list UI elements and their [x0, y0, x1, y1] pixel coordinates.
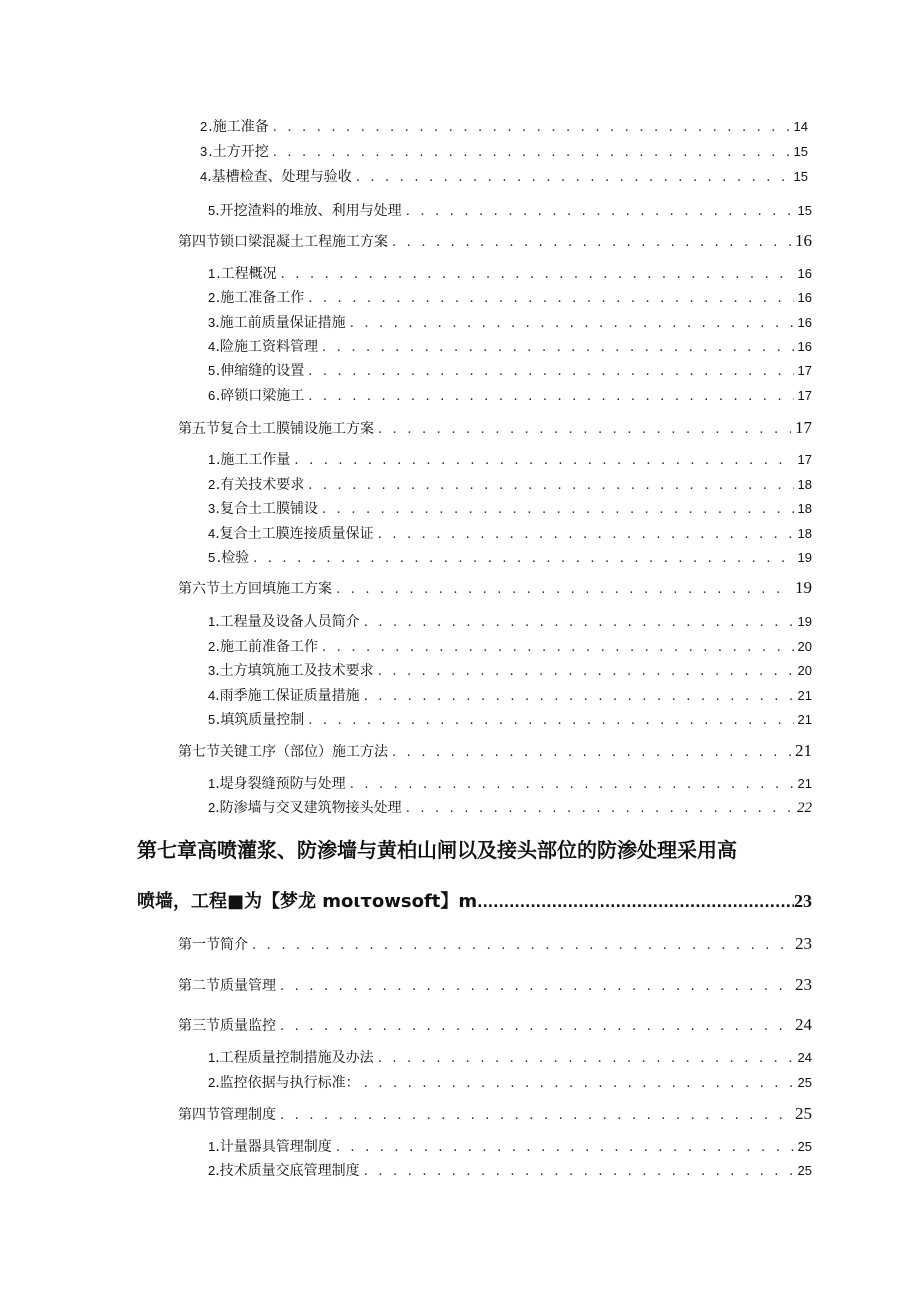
- toc-item[interactable]: [208, 449, 812, 469]
- item-number: 3: [208, 315, 216, 330]
- dot-leader: [273, 120, 790, 135]
- item-page: 25: [797, 1163, 812, 1178]
- toc-item[interactable]: [208, 1072, 812, 1092]
- dot-leader: [308, 389, 793, 404]
- dot-leader: [364, 689, 794, 704]
- item-page: 25: [797, 1075, 812, 1090]
- chapter-title[interactable]: 第七章高喷灌浆、防渗墙与黄柏山闸以及接头部位的防渗处理采用高: [137, 838, 737, 862]
- item-number: 4: [208, 688, 216, 703]
- item-number: 3: [200, 144, 208, 159]
- toc-item[interactable]: [208, 685, 812, 705]
- item-number: 5: [208, 363, 216, 378]
- toc-section[interactable]: [178, 934, 812, 954]
- dot-leader: [350, 316, 794, 331]
- dot-leader: [350, 777, 794, 792]
- item-number: 3: [208, 663, 216, 678]
- item-page: 14: [793, 119, 808, 134]
- dot-leader: [308, 478, 793, 493]
- item-page: 18: [797, 526, 812, 541]
- dot-leader: [336, 582, 791, 597]
- dot-leader: [378, 422, 791, 437]
- item-number: 2: [208, 477, 216, 492]
- item-title: .施工前质量保证措施: [215, 315, 346, 331]
- toc-section[interactable]: [178, 1104, 812, 1124]
- dot-leader: [294, 453, 793, 468]
- section-page: 25: [795, 1104, 812, 1123]
- item-title: .工程概况: [216, 266, 277, 282]
- item-number: 6: [208, 388, 216, 403]
- section-page: 21: [795, 741, 812, 760]
- toc-section[interactable]: [178, 975, 812, 995]
- section-page: 16: [795, 231, 812, 250]
- section-page: 23: [795, 975, 812, 994]
- toc-item[interactable]: [208, 312, 812, 332]
- toc-item[interactable]: [208, 797, 812, 817]
- item-page: 18: [797, 477, 812, 492]
- item-number: 1: [208, 1139, 216, 1154]
- item-page: 22: [797, 800, 812, 816]
- toc-item[interactable]: [208, 200, 812, 220]
- toc-item[interactable]: [208, 474, 812, 494]
- toc-item[interactable]: [208, 385, 812, 405]
- dot-leader: [364, 1164, 794, 1179]
- item-title: .技术质量交底管理制度: [215, 1163, 360, 1179]
- dot-leader: [378, 527, 794, 542]
- item-page: 16: [797, 266, 812, 281]
- item-page: 19: [797, 614, 812, 629]
- section-title: 第一节简介: [178, 937, 248, 953]
- item-page: 20: [797, 663, 812, 678]
- item-number: 3: [208, 501, 216, 516]
- item-title: .工程量及设备人员简介: [215, 614, 360, 630]
- item-page: 18: [797, 501, 812, 516]
- item-number: 2: [208, 800, 216, 815]
- dot-leader: [253, 551, 793, 566]
- item-number: 2: [208, 1075, 216, 1090]
- section-title: 第四节锁口梁混凝土工程施工方案: [178, 234, 388, 250]
- dot-leader: [322, 340, 794, 355]
- item-title: .填筑质量控制: [215, 712, 305, 728]
- item-number: 1: [208, 266, 216, 281]
- toc-item[interactable]: [200, 141, 808, 161]
- section-page: 17: [795, 418, 812, 437]
- item-page: 21: [797, 712, 812, 727]
- item-number: 1: [208, 614, 216, 629]
- section-title: 第四节管理制度: [178, 1107, 276, 1123]
- item-title: .复合土工膜连接质量保证: [215, 526, 374, 542]
- item-title: .检验: [216, 550, 250, 566]
- item-number: 4: [208, 526, 216, 541]
- dot-leader: [308, 713, 793, 728]
- toc-item[interactable]: [208, 336, 812, 356]
- item-title: .开挖渣料的堆放、利用与处理: [215, 203, 402, 219]
- dot-leader: [273, 145, 790, 160]
- toc-item[interactable]: [208, 1136, 812, 1156]
- dot-leader: [322, 502, 794, 517]
- item-title: .工程质量控制措施及办法: [215, 1050, 374, 1066]
- dot-leader: [364, 615, 794, 630]
- dot-leader: [280, 979, 791, 994]
- item-title: .施工前准备工作: [215, 639, 318, 655]
- section-title: 第五节复合土工膜铺设施工方案: [178, 421, 374, 437]
- item-page: 17: [797, 452, 812, 467]
- dot-leader: [308, 291, 793, 306]
- toc-item[interactable]: [208, 660, 812, 680]
- toc-item[interactable]: [208, 360, 812, 380]
- dot-leader: [477, 895, 794, 911]
- dot-leader: [406, 204, 794, 219]
- item-page: 17: [797, 363, 812, 378]
- item-title: .基槽检查、处理与验收: [207, 169, 352, 185]
- chapter-title-line2: 喷墙，工程■为【梦龙 moιτowsoft】m: [137, 891, 478, 912]
- item-page: 25: [797, 1139, 812, 1154]
- section-title: 第六节土方回填施工方案: [178, 581, 332, 597]
- item-number: 5: [208, 550, 216, 565]
- dot-leader: [322, 640, 794, 655]
- dot-leader: [252, 938, 791, 953]
- item-page: 17: [797, 388, 812, 403]
- toc-item[interactable]: [208, 263, 812, 283]
- item-title: .施工准备: [208, 119, 269, 135]
- section-page: 19: [795, 578, 812, 597]
- dot-leader: [406, 801, 793, 816]
- item-title: .伸缩缝的设置: [215, 363, 305, 379]
- item-page: 16: [797, 315, 812, 330]
- item-title: .碎锁口梁施工: [215, 388, 305, 404]
- section-title: 第三节质量监控: [178, 1018, 276, 1034]
- item-title: .有关技术要求: [215, 477, 305, 493]
- item-title: .雨季施工保证质量措施: [215, 688, 360, 704]
- dot-leader: [280, 1019, 791, 1034]
- item-title: .土方填筑施工及技术要求: [215, 663, 374, 679]
- item-title: .计量器具管理制度: [215, 1139, 332, 1155]
- item-number: 5: [208, 203, 216, 218]
- dot-leader: [378, 664, 794, 679]
- item-page: 15: [793, 169, 808, 184]
- item-title: .险施工资料管理: [215, 339, 318, 355]
- section-page: 23: [795, 934, 812, 953]
- item-page: 16: [797, 339, 812, 354]
- toc-section[interactable]: [178, 1015, 812, 1035]
- dot-leader: [308, 364, 793, 379]
- item-number: 1: [208, 776, 216, 791]
- item-number: 4: [200, 169, 208, 184]
- item-title: .监控依据与执行标准：: [215, 1075, 360, 1091]
- dot-leader: [280, 1108, 791, 1123]
- item-page: 15: [793, 144, 808, 159]
- item-number: 4: [208, 339, 216, 354]
- toc-section[interactable]: [178, 231, 812, 251]
- toc-item[interactable]: [208, 547, 812, 567]
- item-title: .堤身裂缝预防与处理: [215, 776, 346, 792]
- item-number: 5: [208, 712, 216, 727]
- toc-item[interactable]: [208, 498, 812, 518]
- chapter-title-continued[interactable]: [137, 887, 812, 913]
- dot-leader: [378, 1051, 794, 1066]
- item-page: 21: [797, 688, 812, 703]
- item-title: .施工工作量: [215, 452, 291, 468]
- item-page: 16: [797, 290, 812, 305]
- item-number: 2: [208, 290, 216, 305]
- toc-item[interactable]: [208, 523, 812, 543]
- item-number: 2: [208, 1163, 216, 1178]
- toc-item[interactable]: [200, 166, 808, 186]
- toc-item[interactable]: [208, 773, 812, 793]
- item-number: 2: [208, 639, 216, 654]
- section-page: 24: [795, 1015, 812, 1034]
- toc-section[interactable]: [178, 578, 812, 598]
- section-title: 第二节质量管理: [178, 978, 276, 994]
- item-page: 24: [797, 1050, 812, 1065]
- dot-leader: [392, 745, 791, 760]
- toc-item[interactable]: [208, 1160, 812, 1180]
- toc-item[interactable]: [208, 287, 812, 307]
- toc-item[interactable]: [208, 709, 812, 729]
- toc-item[interactable]: [208, 611, 812, 631]
- item-page: 20: [797, 639, 812, 654]
- dot-leader: [392, 235, 791, 250]
- toc-section[interactable]: [178, 418, 812, 438]
- item-title: .土方开挖: [208, 144, 269, 160]
- item-title: .防渗墙与交叉建筑物接头处理: [215, 800, 402, 816]
- dot-leader: [364, 1076, 794, 1091]
- item-title: .施工准备工作: [215, 290, 305, 306]
- toc-item[interactable]: [208, 1047, 812, 1067]
- toc-item[interactable]: [200, 116, 808, 136]
- dot-leader: [281, 267, 794, 282]
- toc-item[interactable]: [208, 636, 812, 656]
- item-number: 1: [208, 1050, 216, 1065]
- chapter-page: 23: [794, 891, 812, 911]
- item-number: 2: [200, 119, 208, 134]
- item-number: 1: [208, 452, 216, 467]
- item-page: 21: [797, 776, 812, 791]
- dot-leader: [356, 170, 790, 185]
- toc-section[interactable]: [178, 741, 812, 761]
- section-title: 第七节关键工序（部位）施工方法: [178, 744, 388, 760]
- item-title: .复合土工膜铺设: [215, 501, 318, 517]
- dot-leader: [336, 1140, 794, 1155]
- item-page: 19: [797, 550, 812, 565]
- item-page: 15: [797, 203, 812, 218]
